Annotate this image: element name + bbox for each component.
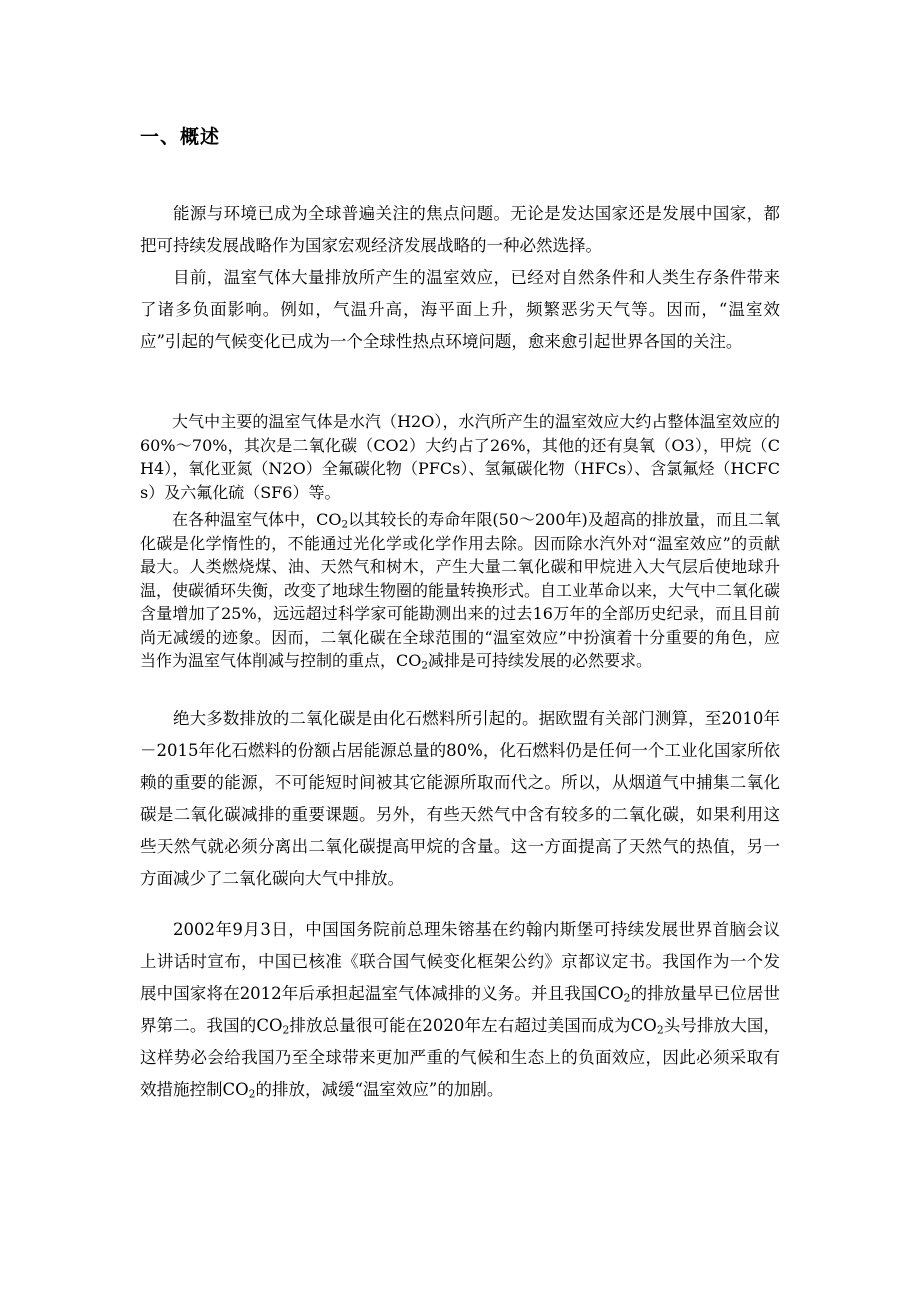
paragraph-fossil-fuels: 绝大多数排放的二氧化碳是由化石燃料所引起的。据欧盟有关部门测算，至2010年－2015年化石燃料的份额占居能源总量的80%，化石燃料仍是任何一个工业化国家所依赖的重要的能源，不可能短时间被其它能源所取而代之。所以，从烟道气中捕集二氧化碳是二氧化碳减排的重要课题。另外，有些天然气中含有较多的二氧化碳，如果利用这些天然气就必须分离出二氧化碳提高甲烷的含量。这一方面提高了天然气的热值，另一方面减少了二氧化碳向大气中排放。 — [140, 709, 780, 888]
co2-subscript: 2 — [282, 1023, 290, 1037]
p6-text-3: 排放总量很可能在2020年左右超过美国而成为CO — [289, 1016, 657, 1035]
co2-subscript: 2 — [623, 991, 631, 1005]
p6-text-2: 的排放量早已位居世界第二。我国的CO — [140, 984, 781, 1035]
paragraph-greenhouse-impact: 目前，温室气体大量排放所产生的温室效应，已经对自然条件和人类生存条件带来了诸多负面影响。例如，气温升高，海平面上升，频繁恶劣天气等。因而，“温室效应”引起的气候变化已成为一个全球性热点环境问题，愈来愈引起世界各国的关注。 — [140, 268, 780, 351]
p4-text-2: 以其较长的寿命年限(50～200年)及超高的排放量，而且二氧化碳是化学惰性的，不能通过光化学或化学作用去除。因而除水汽外对“温室效应”的贡献最大。人类燃烧煤、油、天然气和树木，产生大量二氧化碳和甲烷进入大气层后使地球升温，使碳循环失衡，改变了地球生物圈的能量转换形式。自工业革命以来，大气中二氧化碳含量增加了25%，远远超过科学家可能勘测出来的过去16万年的全部历史纪录，而且目前尚无减缓的迹象。因而，二氧化碳在全球范围的“温室效应”中扮演着十分重要的角色，应当作为温室气体削减与控制的重点，CO — [140, 510, 781, 670]
paragraph-china-emissions — [140, 914, 780, 1106]
p4-text-1: 在各种温室气体中，CO — [172, 510, 342, 529]
paragraph-greenhouse-gases: 大气中主要的温室气体是水汽（H2O），水汽所产生的温室效应大约占整体温室效应的60%～70%，其次是二氧化碳（CO2）大约占了26%，其他的还有臭氧（O3），甲烷（CH4），氧化亚氮（N2O）全氟碳化物（PFCs）、氢氟碳化物（HFCs）、含氯氟烃（HCFCs）及六氟化硫（SF6）等。 — [140, 412, 780, 502]
p6-text-4: 头号排放大国，这样势必会给我国乃至全球带来更加严重的气候和生态上的负面效应，因此必须采取有效措施控制CO — [140, 1016, 780, 1099]
co2-subscript: 2 — [421, 659, 428, 672]
co2-subscript: 2 — [341, 518, 349, 531]
p6-text-1: 2002年9月3日，中国国务院前总理朱镕基在约翰内斯堡可持续发展世界首脑会议上讲话时宣布，中国已核准《联合国气候变化框架公约》京都议定书。我国作为一个发展中国家将在2012年后承担起温室气体减排的义务。并且我国CO — [140, 920, 780, 1003]
p4-text-3: 减排是可持续发展的必然要求。 — [428, 651, 653, 670]
co2-subscript: 2 — [656, 1023, 664, 1037]
paragraph-energy-environment: 能源与环境已成为全球普遍关注的焦点问题。无论是发达国家还是发展中国家，都把可持续发展战略作为国家宏观经济发展战略的一种必然选择。 — [140, 204, 780, 255]
paragraph-co2-role — [140, 508, 780, 673]
section-heading: 一、概述 — [140, 126, 221, 148]
co2-subscript: 2 — [248, 1087, 256, 1101]
p6-text-5: 的排放，减缓“温室效应”的加剧。 — [255, 1080, 504, 1099]
